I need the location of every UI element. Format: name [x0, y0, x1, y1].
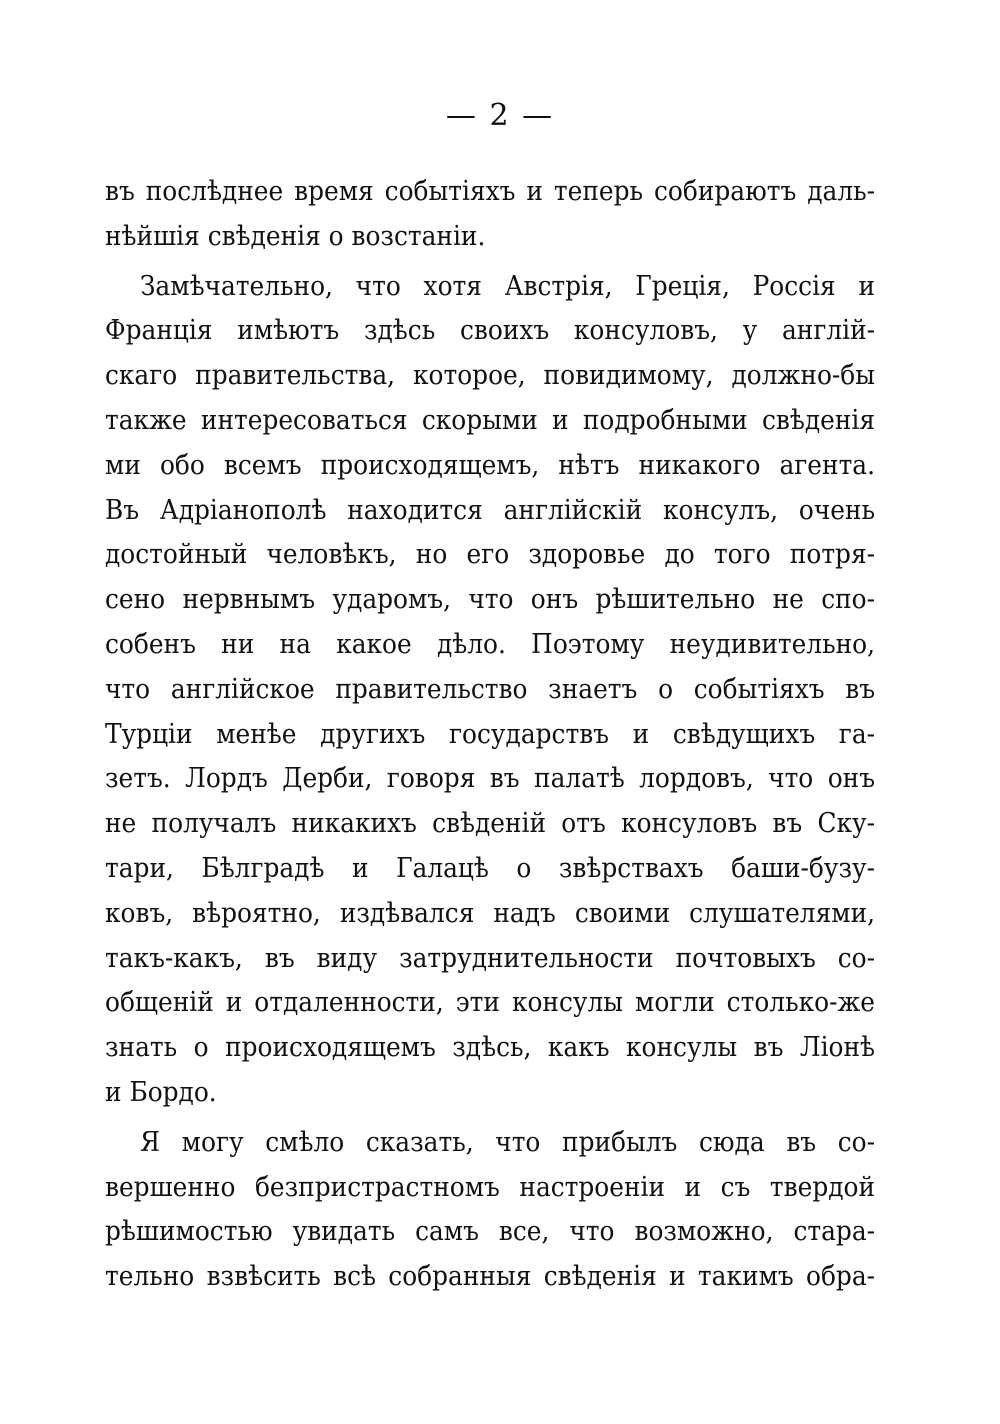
text-line: сено нервнымъ ударомъ, что онъ рѣшительно не спо-: [105, 584, 876, 616]
text-line: собенъ ни на какое дѣло. Поэтому неудивительно,: [105, 628, 876, 660]
text-line: нѣйшія свѣденія о возстаніи.: [105, 220, 486, 252]
text-line: что англійское правительство знаетъ о событіяхъ въ: [105, 673, 876, 705]
body-text: [105, 170, 875, 1300]
text-line: общеній и отдаленности, эти консулы могли столько-же: [105, 987, 876, 1019]
text-line: знать о происходящемъ здѣсь, какъ консулы въ Ліонѣ: [105, 1032, 876, 1064]
text-line: вершенно безпристрастномъ настроеніи и съ твердой: [105, 1171, 876, 1203]
text-line: ми обо всемъ происходящемъ, нѣтъ никакого агента.: [105, 449, 876, 481]
text-line: Замѣчательно, что хотя Австрія, Греція, Россія и: [139, 270, 876, 302]
text-line: въ послѣднее время событіяхъ и теперь собираютъ даль-: [105, 176, 876, 207]
text-line: и Бордо.: [105, 1076, 217, 1108]
page-number: — 2 —: [445, 98, 555, 133]
text-line: тари, Бѣлградѣ и Галацѣ о звѣрствахъ баши-бузу-: [105, 852, 876, 884]
text-line: Турціи менѣе другихъ государствъ и свѣдущихъ га-: [105, 718, 876, 750]
text-line: Франція имѣютъ здѣсь своихъ консуловъ, у англій-: [105, 315, 876, 347]
paragraph: [105, 170, 875, 260]
paragraph: [105, 265, 875, 1116]
paragraph: [105, 1121, 875, 1300]
text-line: достойный человѣкъ, но его здоровье до того потря-: [105, 539, 876, 571]
text-line: тельно взвѣсить всѣ собранныя свѣденія и такимъ обра-: [105, 1261, 876, 1293]
text-line: Въ Адріанополѣ находится англійскій консулъ, очень: [105, 494, 876, 526]
text-line: рѣшимостью увидать самъ все, что возможно, стара-: [105, 1216, 876, 1248]
text-line: не получалъ никакихъ свѣденій отъ консуловъ въ Ску-: [105, 808, 876, 840]
text-line: зетъ. Лордъ Дерби, говоря въ палатѣ лордовъ, что онъ: [105, 763, 876, 795]
text-line: Я могу смѣло сказать, что прибылъ сюда въ со-: [139, 1126, 876, 1158]
text-line: также интересоваться скорыми и подробными свѣденія: [105, 404, 876, 436]
text-line: ковъ, вѣроятно, издѣвался надъ своими слушателями,: [105, 897, 876, 929]
text-line: скаго правительства, которое, повидимому, должно-бы: [105, 360, 876, 392]
text-line: такъ-какъ, въ виду затруднительности почтовыхъ со-: [105, 942, 876, 974]
